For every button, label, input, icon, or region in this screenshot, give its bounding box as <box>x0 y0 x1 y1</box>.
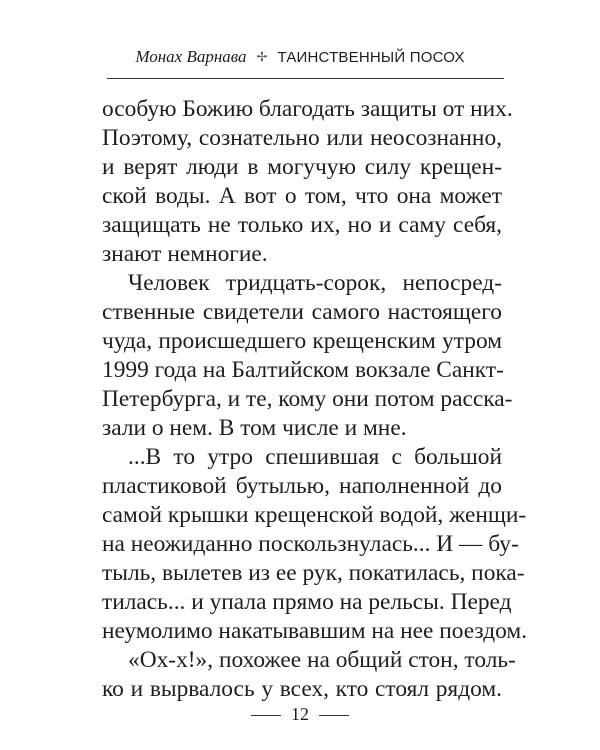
text-line: самой крышки крещенской водой, женщи- <box>102 502 527 528</box>
text-line: зали о нем. В том числе и мне. <box>102 415 407 441</box>
text-line: 1999 года на Балтийском вокзале Санкт- <box>102 357 504 383</box>
text-line: знают немногие. <box>102 241 268 267</box>
text-line: чуда, происшедшего крещенским утром <box>102 328 502 354</box>
text-line: особую Божию благодать защиты от них. <box>102 96 513 122</box>
footer-dash-right <box>319 715 349 716</box>
text-line: ко и вырвалось у всех, кто стоял рядом. <box>102 676 502 702</box>
running-header <box>0 47 600 69</box>
page-footer <box>0 704 600 724</box>
text-line: на неожиданно поскользнулась... И — бу- <box>102 531 519 557</box>
text-line: пластиковой бутылью, наполненной до <box>102 473 502 499</box>
text-line: защищать не только их, но и саму себя, <box>102 212 502 238</box>
text-line: Петербурга, и те, кому они потом расска- <box>102 386 513 412</box>
text-line: неумолимо накатывавшим на нее поездом. <box>102 618 528 644</box>
running-header-author: Монах Варнава <box>135 47 247 66</box>
header-divider <box>107 78 504 79</box>
text-line: Поэтому, сознательно или неосознанно, <box>102 125 502 151</box>
text-line: тилась... и упала прямо на рельсы. Перед <box>102 589 512 615</box>
ornament-icon: ✢ <box>256 50 268 65</box>
footer-dash-left <box>251 715 281 716</box>
running-header-title: ТАИНСТВЕННЫЙ ПОСОХ <box>277 49 465 66</box>
page-number: 12 <box>291 704 309 724</box>
text-line: тыль, вылетев из ее рук, покатилась, пока- <box>102 560 525 586</box>
text-line: ской воды. А вот о том, что она может <box>102 183 502 209</box>
text-line: ...В то утро спешившая с большой <box>128 444 502 470</box>
text-line: и верят люди в могучую силу крещен- <box>102 154 502 180</box>
text-line: ственные свидетели самого настоящего <box>102 299 502 325</box>
text-line: «Ох-х!», похожее на общий стон, толь- <box>128 647 516 673</box>
body-text <box>102 95 528 704</box>
text-line: Человек тридцать-сорок, непосред- <box>128 270 502 296</box>
